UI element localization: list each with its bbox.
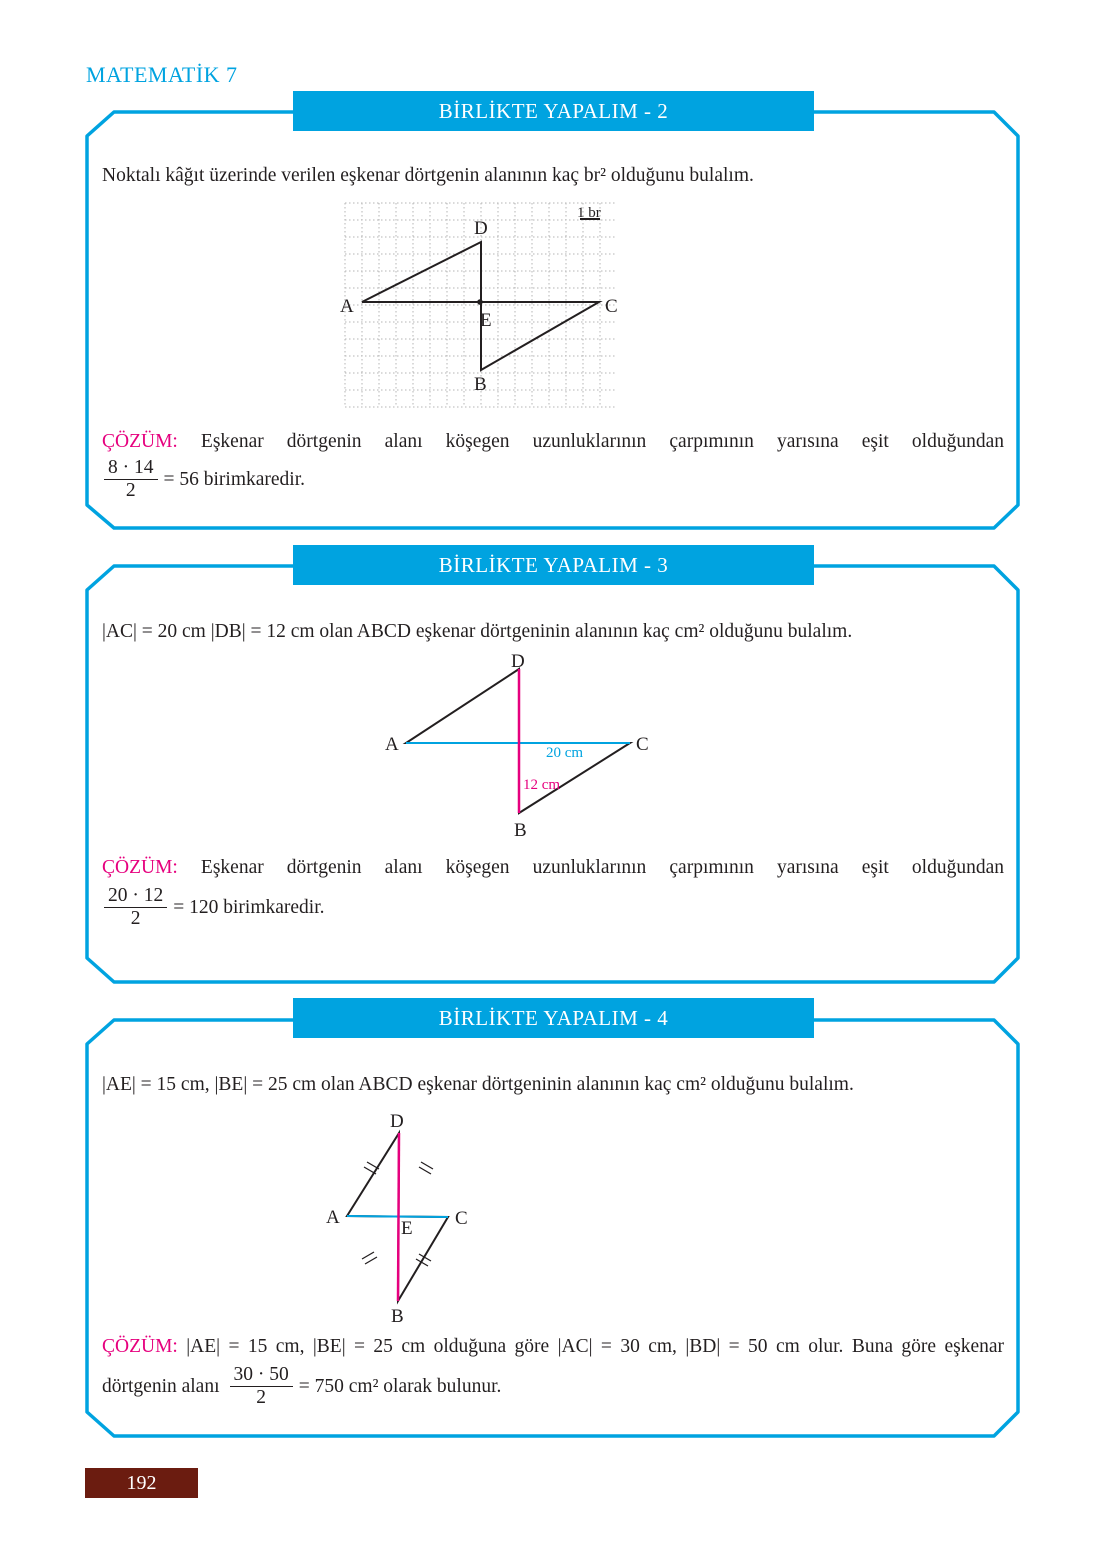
solution-text: Eşkenar dörtgenin alanı köşegen uzunluklarının çarpımının yarısına eşit olduğundan: [177, 857, 1004, 878]
solution-label: ÇÖZÜM:: [102, 1336, 178, 1357]
section-4-solution-line: [102, 1334, 1004, 1360]
fraction: [230, 1364, 293, 1409]
formula-prefix: dörtgenin alanı: [102, 1375, 220, 1397]
formula-result: = 750 cm² olarak bulunur.: [298, 1375, 502, 1397]
fraction-denominator: 2: [125, 480, 136, 501]
fraction-numerator: 8 · 14: [104, 457, 158, 480]
section-3-question: |AC| = 20 cm |DB| = 12 cm olan ABCD eşkenar dörtgeninin alanının kaç cm² olduğunu bulalım.: [102, 621, 853, 642]
diagonal-db: [398, 1133, 399, 1301]
fraction-denominator: 2: [130, 908, 141, 929]
fraction-denominator: 2: [256, 1387, 267, 1408]
vertex-label-b: B: [474, 374, 487, 395]
vertex-label-a: A: [340, 296, 354, 317]
center-label-e: E: [480, 310, 492, 331]
solution-label: ÇÖZÜM:: [102, 857, 178, 878]
ac-length-label: 20 cm: [546, 745, 584, 761]
center-label-e: E: [401, 1218, 413, 1239]
formula-result: = 56 birimkaredir.: [163, 468, 306, 490]
vertex-label-d: D: [474, 218, 488, 239]
section-2-banner: BİRLİKTE YAPALIM - 2: [293, 91, 814, 131]
vertex-label-a: A: [326, 1207, 340, 1228]
db-length-label: 12 cm: [523, 777, 561, 793]
section-3-banner: BİRLİKTE YAPALIM - 3: [293, 545, 814, 585]
vertex-label-d: D: [511, 651, 525, 672]
solution-text: Eşkenar dörtgenin alanı köşegen uzunluklarının çarpımının yarısına eşit olduğundan: [177, 431, 1004, 452]
fraction-numerator: 20 · 12: [104, 885, 167, 908]
vertex-label-b: B: [391, 1306, 404, 1327]
fraction-numerator: 30 · 50: [230, 1364, 293, 1387]
section-4-question: |AE| = 15 cm, |BE| = 25 cm olan ABCD eşkenar dörtgeninin alanının kaç cm² olduğunu bulalım.: [102, 1074, 854, 1095]
unit-label: 1 br: [577, 205, 601, 221]
vertex-label-c: C: [605, 296, 618, 317]
page-header-title: MATEMATİK 7: [86, 62, 238, 87]
vertex-label-d: D: [390, 1111, 404, 1132]
page-number-badge: 192: [85, 1468, 198, 1498]
vertex-label-c: C: [455, 1208, 468, 1229]
section-4-formula: [102, 1364, 501, 1409]
vertex-label-a: A: [385, 734, 399, 755]
section-2-question: Noktalı kâğıt üzerinde verilen eşkenar dörtgenin alanının kaç br² olduğunu bulalım.: [102, 165, 754, 186]
section-4-banner: BİRLİKTE YAPALIM - 4: [293, 998, 814, 1038]
vertex-label-c: C: [636, 734, 649, 755]
solution-label: ÇÖZÜM:: [102, 431, 178, 452]
formula-result: = 120 birimkaredir.: [173, 896, 325, 918]
solution-text: |AE| = 15 cm, |BE| = 25 cm olduğuna göre |AC| = 30 cm, |BD| = 50 cm olur. Buna göre eşkenar: [177, 1336, 1004, 1357]
vertex-label-b: B: [514, 820, 527, 841]
